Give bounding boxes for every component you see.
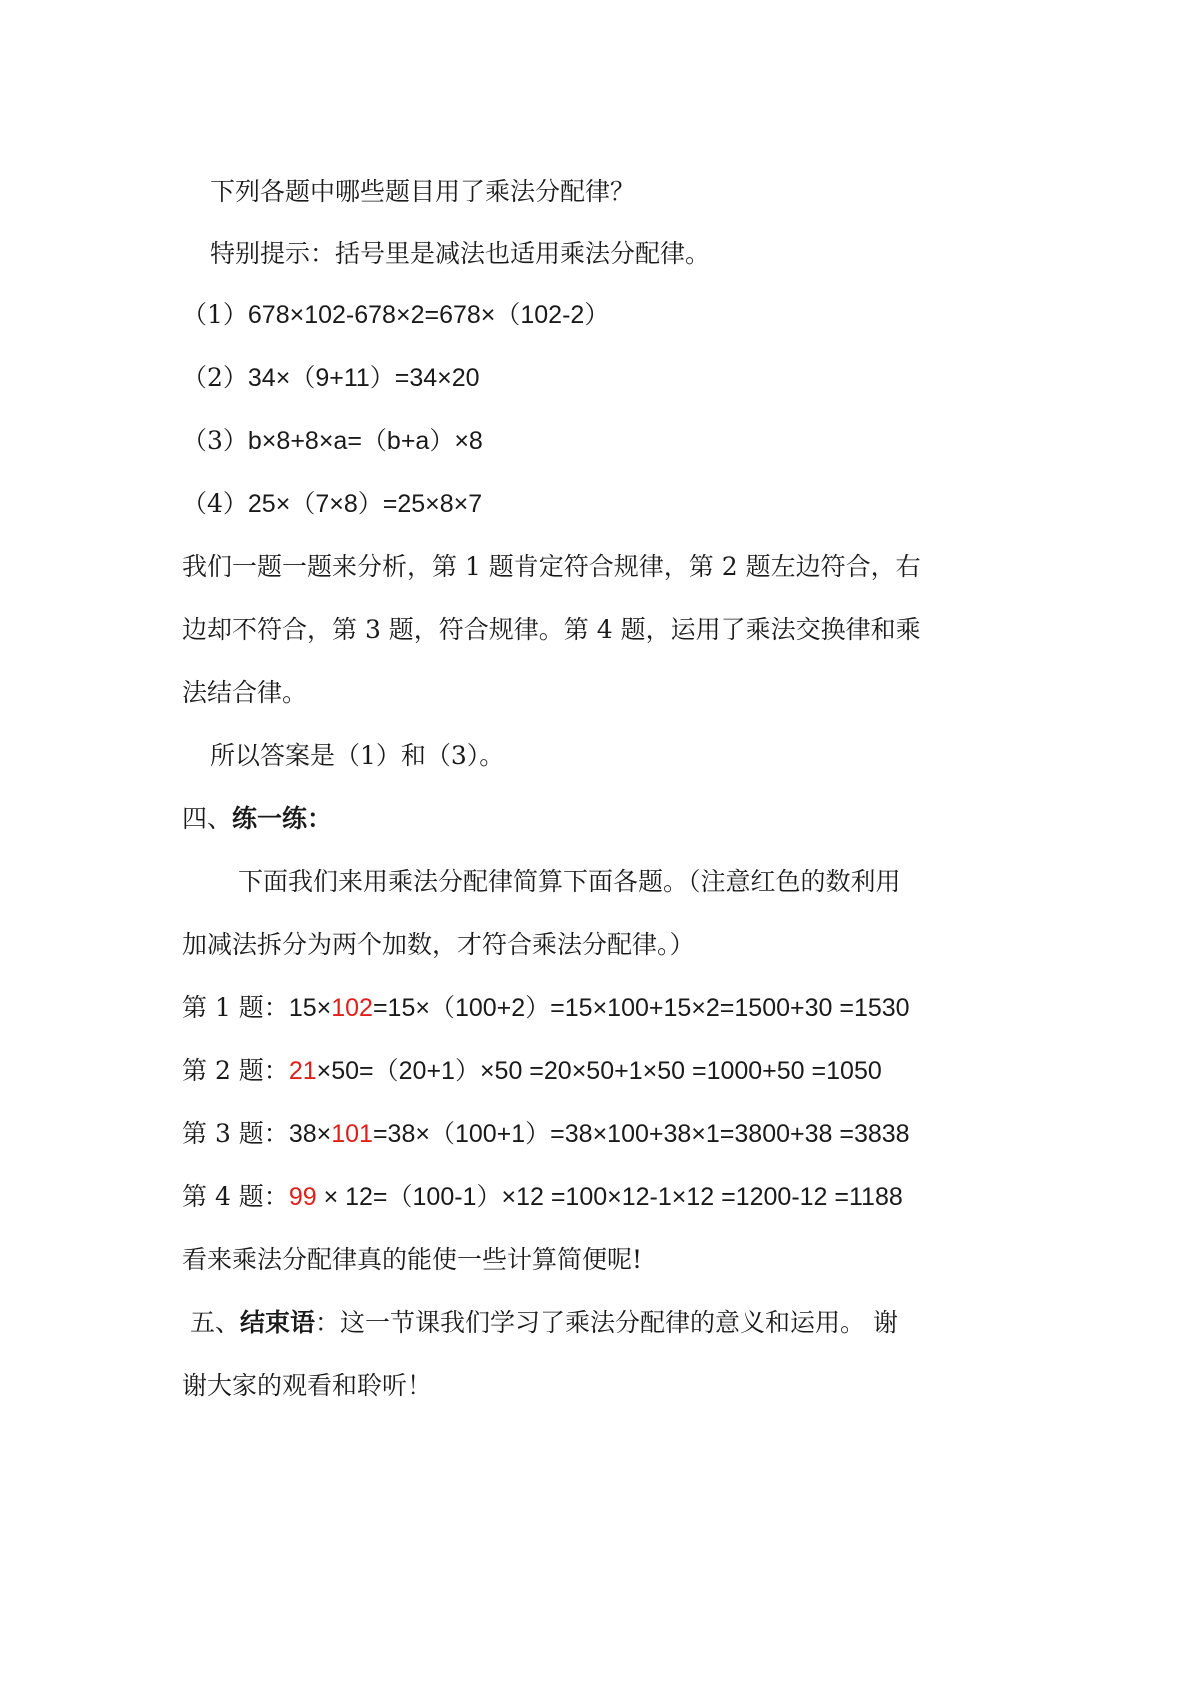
item-expression: b×8+8×a=（b+a）×8	[247, 427, 483, 455]
problem-expression-rest: × 12=（100-1）×12 =100×12-1×12 =1200-12 =1188	[316, 1183, 903, 1211]
practice-intro-line-2: 加减法拆分为两个加数，才符合乘法分配律。）	[182, 930, 695, 959]
heading-number: 四、	[182, 804, 233, 833]
problem-expression-start: 15×	[288, 994, 332, 1022]
problem-label: 第 1 题：	[182, 993, 289, 1022]
practice-problem-4	[182, 1180, 903, 1214]
analysis-line-1: 我们一题一题来分析，第 1 题肯定符合规律，第 2 题左边符合，右	[182, 552, 921, 581]
answer-text: 所以答案是（1）和（3）。	[210, 741, 505, 770]
practice-intro-line-1: 下面我们来用乘法分配律简算下面各题。（注意红色的数利用	[238, 867, 901, 896]
problem-expression-start: 38×	[288, 1120, 332, 1148]
highlighted-number: 99	[288, 1183, 317, 1211]
item-number: （4）	[182, 489, 248, 518]
item-expression: 678×102-678×2=678×（102-2）	[247, 301, 610, 329]
item-number: （2）	[182, 363, 248, 392]
question-item-4	[182, 487, 482, 521]
highlighted-number: 21	[288, 1057, 317, 1085]
ending-line-1	[190, 1306, 898, 1340]
ending-title: 结束语	[240, 1308, 316, 1337]
highlighted-number: 102	[331, 994, 373, 1022]
practice-heading	[182, 802, 332, 836]
ending-text: ：这一节课我们学习了乘法分配律的意义和运用。 谢	[315, 1308, 898, 1337]
practice-problem-3	[182, 1117, 910, 1151]
problem-expression-rest: =15×（100+2）=15×100+15×2=1500+30 =1530	[372, 994, 910, 1022]
analysis-line-2: 边却不符合，第 3 题，符合规律。第 4 题，运用了乘法交换律和乘	[182, 615, 921, 644]
question-item-3	[182, 424, 483, 458]
problem-expression-rest: =38×（100+1）=38×100+38×1=3800+38 =3838	[372, 1120, 910, 1148]
practice-remark: 看来乘法分配律真的能使一些计算简便呢!	[182, 1245, 643, 1274]
problem-label: 第 2 题：	[182, 1056, 289, 1085]
item-expression: 25×（7×8）=25×8×7	[247, 490, 483, 518]
highlighted-number: 101	[331, 1120, 373, 1148]
item-number: （3）	[182, 426, 248, 455]
item-expression: 34×（9+11）=34×20	[247, 364, 480, 392]
practice-problem-1	[182, 991, 910, 1025]
ending-number: 五、	[190, 1308, 241, 1337]
item-number: （1）	[182, 300, 248, 329]
heading-title: 练一练：	[232, 804, 333, 833]
problem-expression-rest: ×50=（20+1）×50 =20×50+1×50 =1000+50 =1050	[316, 1057, 882, 1085]
ending-line-2: 谢大家的观看和聆听！	[182, 1371, 433, 1400]
problem-label: 第 3 题：	[182, 1119, 289, 1148]
question-item-1	[182, 298, 609, 332]
question-item-2	[182, 361, 480, 395]
analysis-line-3: 法结合律。	[182, 678, 308, 707]
question-prompt: 下列各题中哪些题目用了乘法分配律？	[210, 177, 636, 206]
practice-problem-2	[182, 1054, 882, 1088]
hint-text: 特别提示：括号里是减法也适用乘法分配律。	[210, 239, 711, 268]
problem-label: 第 4 题：	[182, 1182, 289, 1211]
